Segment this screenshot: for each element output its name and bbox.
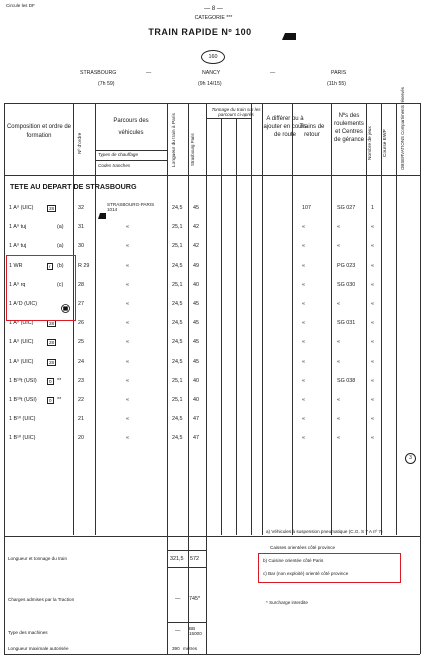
row-composition: 1 A⁹ tuj <box>9 243 27 249</box>
row-route: « <box>126 320 129 326</box>
header-parcours: Parcours des véhicules <box>113 118 149 136</box>
header-differ: A différer ou à ajouter en cours de route <box>263 116 307 138</box>
row-composition: 1 A⁷D (UIC) <box>9 301 38 307</box>
header-ewp: Course EWP <box>383 129 388 157</box>
summary-max-length-value: 390 <box>172 646 180 651</box>
row-route: « <box>126 224 129 230</box>
row-composition: 1 B¹⁰ (UIC) <box>9 416 36 422</box>
row-rolling: SG 031 <box>337 320 356 326</box>
header-observations: OBSERVATIONS Compartiments réservés <box>400 87 405 170</box>
header-games: Nombre de jeux <box>368 126 373 160</box>
row-order: 31 <box>78 224 84 230</box>
row-order: 20 <box>78 435 84 441</box>
row-return: « <box>302 263 305 269</box>
row-return: « <box>302 416 305 422</box>
summary-max-length-unit: mètres <box>183 646 198 651</box>
row-return: « <box>302 301 305 307</box>
row-badge: 28 <box>49 206 55 211</box>
row-badge: r <box>49 264 51 269</box>
header-return-trains: Trains de retour <box>299 124 325 138</box>
row-rolling: SG 027 <box>337 205 356 211</box>
row-tonnage: 40 <box>193 378 199 384</box>
row-games: « <box>371 320 374 326</box>
row-badge: 28 <box>49 340 55 345</box>
route-via-time: (9h 14/15) <box>198 81 222 87</box>
row-tonnage: 40 <box>193 282 199 288</box>
row-return: « <box>302 435 305 441</box>
row-order: 30 <box>78 243 84 249</box>
header-heating: Types de chauffage <box>98 152 139 157</box>
row-tonnage: 42 <box>193 243 199 249</box>
row-rolling: « <box>337 224 340 230</box>
row-games: « <box>371 301 374 307</box>
row-composition: 1 B¹⁰t (USI) <box>9 397 37 403</box>
header-tonnage-title: Tonnage du train sur les parcours ci-après <box>211 107 261 117</box>
row-length: 24,5 <box>172 416 183 422</box>
row-rolling: PG 023 <box>337 263 356 269</box>
row-composition: 1 A⁹ (UIC) <box>9 320 34 326</box>
row-badge: 0 <box>49 379 52 384</box>
row-route: « <box>126 263 129 269</box>
route-via: NANCY <box>202 70 221 76</box>
summary-tonnage-total: 572 <box>190 556 199 562</box>
summary-length-total: 321,5 <box>170 556 184 562</box>
row-order: 21 <box>78 416 84 422</box>
row-route: « <box>126 359 129 365</box>
row-route: « <box>126 378 129 384</box>
row-rolling: « <box>337 339 340 345</box>
row-order: 22 <box>78 397 84 403</box>
page-number: — 8 — <box>204 6 223 12</box>
row-tonnage: 47 <box>193 416 199 422</box>
summary-length-label: Longueur et tonnage du train <box>8 556 68 561</box>
row-order: 26 <box>78 320 84 326</box>
row-tonnage: 45 <box>193 320 199 326</box>
row-games: « <box>371 378 374 384</box>
speed-circle: 160 <box>201 50 225 64</box>
row-length: 24,5 <box>172 301 183 307</box>
row-route: « <box>126 416 129 422</box>
row-composition: 1 A⁹ (UIC) <box>9 359 34 365</box>
row-return: « <box>302 243 305 249</box>
header-rolling: Nºs des roulements et Centres de gérance <box>333 113 365 143</box>
row-rolling: SG 030 <box>337 282 356 288</box>
row-route: « <box>126 339 129 345</box>
train-title: TRAIN RAPIDE Nº 100 <box>148 27 252 37</box>
route-dash: — <box>270 70 276 76</box>
row-composition: 1 A⁹ (UIC) <box>9 205 34 211</box>
locomotive-icon <box>98 206 106 212</box>
row-order: 23 <box>78 378 84 384</box>
summary-charges-dash: — <box>175 596 181 602</box>
row-tonnage: 45 <box>193 359 199 365</box>
row-order: 28 <box>78 282 84 288</box>
row-route: « <box>126 301 129 307</box>
row-order: R 29 <box>78 263 90 269</box>
row-route: « <box>126 397 129 403</box>
corner-note: Circule les DF <box>6 3 35 8</box>
summary-charges-value: 745* <box>189 596 201 602</box>
row-note: (b) <box>57 263 64 269</box>
footnote-c: c) Bar (non exploité) orienté côté province <box>263 571 349 576</box>
row-order: 25 <box>78 339 84 345</box>
row-games: « <box>371 397 374 403</box>
header-order-no: Nº d'ordre <box>78 132 83 154</box>
header-brake-codes: Codes tranches <box>98 163 131 168</box>
row-length: 24,5 <box>172 435 183 441</box>
row-return: « <box>302 378 305 384</box>
route-destination: PARIS <box>331 70 347 76</box>
row-length: 24,5 <box>172 320 183 326</box>
row-route: « <box>126 435 129 441</box>
header-tonnage-sub: Strasbourg Paris <box>190 133 195 167</box>
row-length: 25,1 <box>172 378 183 384</box>
row-tonnage: 42 <box>193 224 199 230</box>
row-return: « <box>302 359 305 365</box>
row-composition: 1 A⁹ rq <box>9 282 26 288</box>
row-return: « <box>302 320 305 326</box>
row-length: 24,5 <box>172 339 183 345</box>
row-order: 32 <box>78 205 84 211</box>
row-route: STRASBOURG-PARIS 1014 <box>107 202 155 212</box>
row-return: « <box>302 224 305 230</box>
row-badge: 28 <box>49 360 55 365</box>
row-games: « <box>371 339 374 345</box>
row-length: 24,5 <box>172 263 183 269</box>
row-note: ** <box>57 397 62 403</box>
row-badge: 0 <box>49 398 52 403</box>
row-games: « <box>371 263 374 269</box>
observation-circle: 3 <box>405 453 416 464</box>
summary-machines-value: BB 15000 <box>189 626 202 636</box>
summary-machines-label: Type des machines <box>8 630 48 635</box>
footnote-b: b) Cuisine orientée côté Paris <box>263 558 324 563</box>
highlight-box <box>6 255 76 321</box>
row-tonnage: 45 <box>193 339 199 345</box>
row-note: ** <box>57 378 62 384</box>
summary-charges-label: Charges admises par la Traction <box>8 597 75 602</box>
row-return: « <box>302 282 305 288</box>
row-route: « <box>126 243 129 249</box>
row-order: 24 <box>78 359 84 365</box>
route-dash: — <box>146 70 152 76</box>
row-rolling: « <box>337 243 340 249</box>
row-route: « <box>126 282 129 288</box>
category-label: CATEGORIE *** <box>194 15 233 21</box>
header-composition: Composition et ordre de formation <box>6 124 72 139</box>
row-note: (a) <box>57 243 64 249</box>
row-composition: 1 B¹⁰t (USI) <box>9 378 37 384</box>
row-length: 25,1 <box>172 243 183 249</box>
row-length: 25,1 <box>172 397 183 403</box>
row-games: « <box>371 435 374 441</box>
row-tonnage: 49 <box>193 263 199 269</box>
row-length: 25,1 <box>172 224 183 230</box>
row-rolling: « <box>337 301 340 307</box>
row-badge: 28 <box>49 321 55 326</box>
row-tonnage: 45 <box>193 205 199 211</box>
row-length: 25,1 <box>172 282 183 288</box>
footnote-a: a) Véhicules à suspension pneumatique (C.G. S 7 A nº 7) <box>266 529 383 534</box>
summary-machines-dash: — <box>175 628 181 634</box>
row-rolling: SG 038 <box>337 378 356 384</box>
row-games: « <box>371 359 374 365</box>
row-composition: 1 B¹⁰ (UIC) <box>9 435 36 441</box>
row-composition: 1 WR <box>9 263 23 269</box>
row-order: 27 <box>78 301 84 307</box>
summary-max-length-label: Longueur maximale autorisée <box>8 646 69 651</box>
row-games: « <box>371 282 374 288</box>
header-length: Longueur du train à Paris <box>172 113 177 167</box>
row-length: 24,5 <box>172 359 183 365</box>
row-tonnage: 47 <box>193 435 199 441</box>
footnote-star: * Surcharge interdite <box>266 600 308 605</box>
row-games: « <box>371 243 374 249</box>
row-return: « <box>302 339 305 345</box>
row-games: 1 <box>371 205 374 211</box>
route-origin-time: (7h 59) <box>98 81 115 87</box>
locomotive-icon <box>282 28 296 37</box>
row-games: « <box>371 224 374 230</box>
footnote-a2: Caisses orientées côté province <box>270 545 336 550</box>
row-return: 107 <box>302 205 311 211</box>
route-origin: STRASBOURG <box>80 70 117 76</box>
row-tonnage: 45 <box>193 301 199 307</box>
row-rolling: « <box>337 397 340 403</box>
row-composition: 1 A⁹ tuj <box>9 224 27 230</box>
row-length: 24,5 <box>172 205 183 211</box>
row-note: (a) <box>57 224 64 230</box>
row-note: (c) <box>57 282 64 288</box>
row-rolling: « <box>337 435 340 441</box>
row-rolling: « <box>337 416 340 422</box>
row-composition: 1 A⁹ (UIC) <box>9 339 34 345</box>
row-return: « <box>302 397 305 403</box>
route-destination-time: (11h 55) <box>327 81 346 87</box>
row-tonnage: 40 <box>193 397 199 403</box>
section-title: TETE AU DEPART DE STRASBOURG <box>10 182 137 191</box>
row-games: « <box>371 416 374 422</box>
row-rolling: « <box>337 359 340 365</box>
